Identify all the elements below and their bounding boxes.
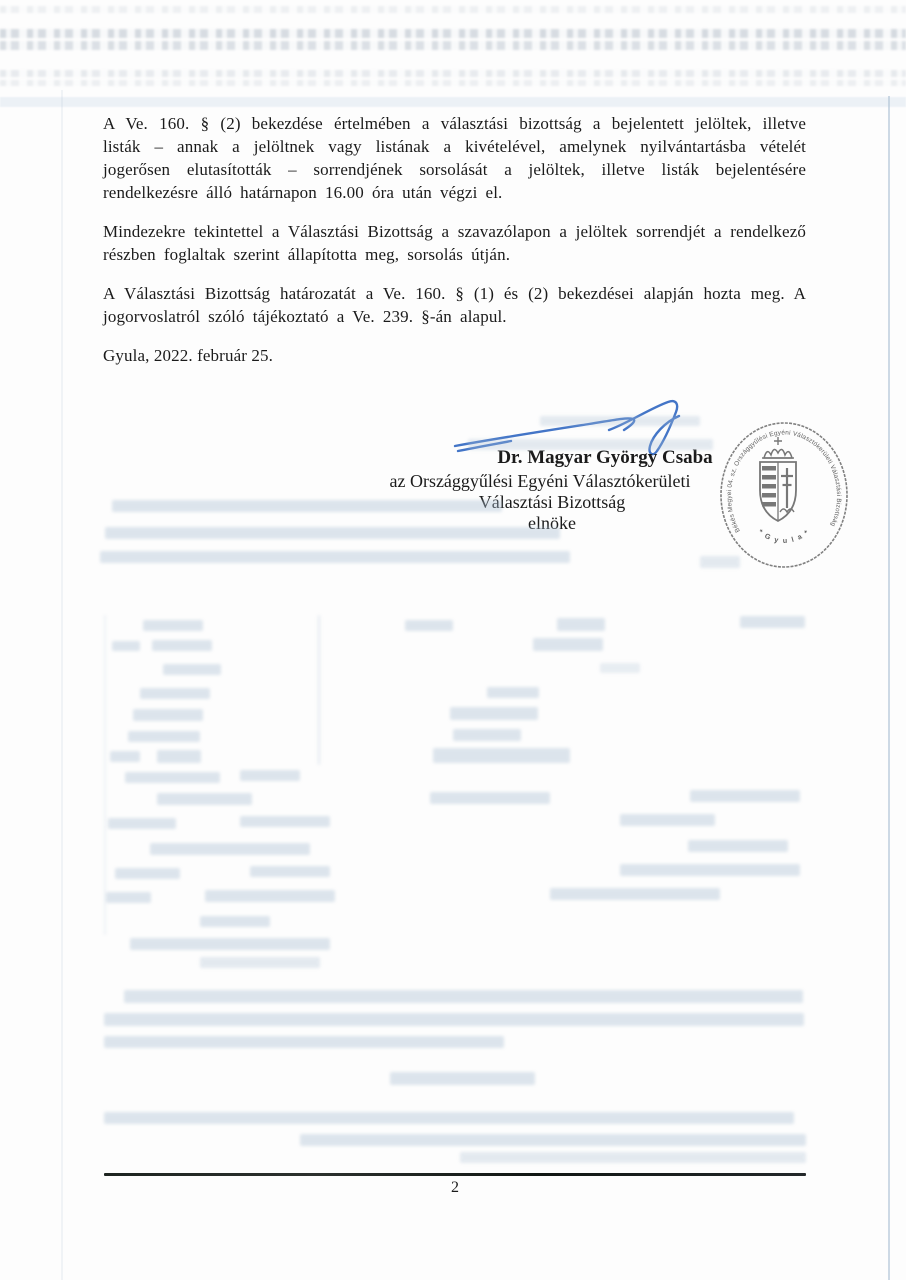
bleed-through-artifact bbox=[157, 750, 201, 763]
bleed-through-artifact bbox=[250, 866, 330, 877]
bleed-through-artifact bbox=[433, 748, 570, 763]
official-stamp bbox=[712, 418, 857, 573]
bleed-through-artifact bbox=[128, 731, 200, 742]
page-edge-line bbox=[888, 96, 890, 1280]
bleed-through-artifact bbox=[240, 816, 330, 827]
bleed-through-artifact bbox=[533, 638, 603, 651]
bleed-through-artifact bbox=[200, 957, 320, 968]
scan-noise-band bbox=[0, 29, 906, 38]
footer-rule bbox=[104, 1173, 806, 1176]
bleed-through-artifact bbox=[487, 687, 539, 698]
bleed-through-artifact bbox=[124, 990, 803, 1003]
bleed-through-artifact bbox=[405, 620, 453, 631]
bleed-through-artifact bbox=[108, 818, 176, 829]
stamp-border bbox=[721, 423, 847, 567]
bleed-through-artifact bbox=[450, 707, 538, 720]
bleed-through-artifact bbox=[130, 938, 330, 950]
bleed-through-artifact bbox=[240, 770, 300, 781]
bleed-through-artifact bbox=[133, 709, 203, 721]
bleed-through-artifact bbox=[104, 1112, 794, 1124]
scan-noise-band bbox=[0, 41, 906, 50]
signature-name: Dr. Magyar György Csaba bbox=[497, 447, 713, 468]
dateline: Gyula, 2022. február 25. bbox=[103, 346, 273, 365]
scan-noise-band bbox=[0, 97, 906, 107]
bleed-through-artifact bbox=[100, 551, 570, 563]
signature-role: elnöke bbox=[528, 513, 576, 533]
paragraph-2: Mindezekre tekintettel a Választási Bizottság a szavazólapon a jelöltek sorrendjét a rendelkező részben foglaltak szerint állapította meg, sorsolás útján. bbox=[103, 222, 806, 264]
bleed-through-artifact bbox=[115, 868, 180, 879]
bleed-through-artifact bbox=[390, 1072, 535, 1085]
coat-of-arms-icon bbox=[760, 437, 796, 521]
stamp-bottom-text: * G y u l a * bbox=[756, 527, 812, 546]
bleed-through-artifact bbox=[318, 615, 320, 765]
bleed-through-artifact bbox=[105, 527, 560, 539]
bleed-through-artifact bbox=[106, 892, 151, 903]
bleed-through-artifact bbox=[600, 663, 640, 673]
bleed-through-artifact bbox=[112, 500, 502, 512]
paragraph-1: A Ve. 160. § (2) bekezdése értelmében a választási bizottság a bejelentett jelöltek, illetve listák – annak a jelöltnek vagy listának a kivételével, amelynek nyilvántartásba vételét jogerősen elutasították – sorrendjének sorsolását a jelöltek, illetve listák bejelentésére rendelkezésre álló határnapon 16.00 óra után végzi el. bbox=[103, 114, 806, 202]
scan-noise-band bbox=[0, 6, 906, 13]
bleed-through-artifact bbox=[143, 620, 203, 631]
scan-noise-band bbox=[0, 70, 906, 77]
bleed-through-artifact bbox=[453, 729, 521, 741]
bleed-through-artifact bbox=[300, 1134, 806, 1146]
bleed-through-artifact bbox=[620, 814, 715, 826]
bleed-through-artifact bbox=[140, 688, 210, 699]
bleed-through-artifact bbox=[468, 439, 713, 450]
bleed-through-artifact bbox=[688, 840, 788, 852]
bleed-through-artifact bbox=[104, 1036, 504, 1048]
document-body bbox=[103, 112, 806, 383]
bleed-through-artifact bbox=[700, 556, 740, 568]
svg-text:* G y u l a * bbox=[757, 527, 812, 545]
bleed-through-artifact bbox=[200, 916, 270, 927]
bleed-through-artifact bbox=[460, 1152, 806, 1163]
signature-org-line2: Választási Bizottság bbox=[478, 492, 626, 512]
bleed-through-artifact bbox=[150, 843, 310, 855]
page-number: 2 bbox=[451, 1179, 459, 1196]
bleed-through-artifact bbox=[557, 618, 605, 631]
page-edge-line bbox=[61, 90, 63, 1280]
bleed-through-artifact bbox=[152, 640, 212, 651]
signature-org-line1: az Országgyűlési Egyéni Választókerületi bbox=[389, 471, 691, 491]
bleed-through-artifact bbox=[620, 864, 800, 876]
bleed-through-artifact bbox=[125, 772, 220, 783]
bleed-through-artifact bbox=[157, 793, 252, 805]
bleed-through-artifact bbox=[550, 888, 720, 900]
bleed-through-artifact bbox=[110, 751, 140, 762]
scan-noise-band bbox=[0, 80, 906, 86]
bleed-through-artifact bbox=[104, 1013, 804, 1026]
paragraph-3: A Választási Bizottság határozatát a Ve. 160. § (1) és (2) bekezdései alapján hozta meg. A jogorvoslatról szóló tájékoztató a Ve. 239. §-án alapul. bbox=[103, 284, 806, 326]
bleed-through-artifact bbox=[690, 790, 800, 802]
bleed-through-artifact bbox=[104, 615, 106, 935]
stamp-ring-text: Békés Megyei 04. sz. Országgyűlési Egyéni Választókerületi Választási Bizottság bbox=[725, 429, 843, 534]
bleed-through-artifact bbox=[163, 664, 221, 675]
bleed-through-artifact bbox=[430, 792, 550, 804]
bleed-through-artifact bbox=[540, 416, 700, 426]
bleed-through-artifact bbox=[740, 616, 805, 628]
bleed-through-artifact bbox=[205, 890, 335, 902]
bleed-through-artifact bbox=[112, 641, 140, 651]
